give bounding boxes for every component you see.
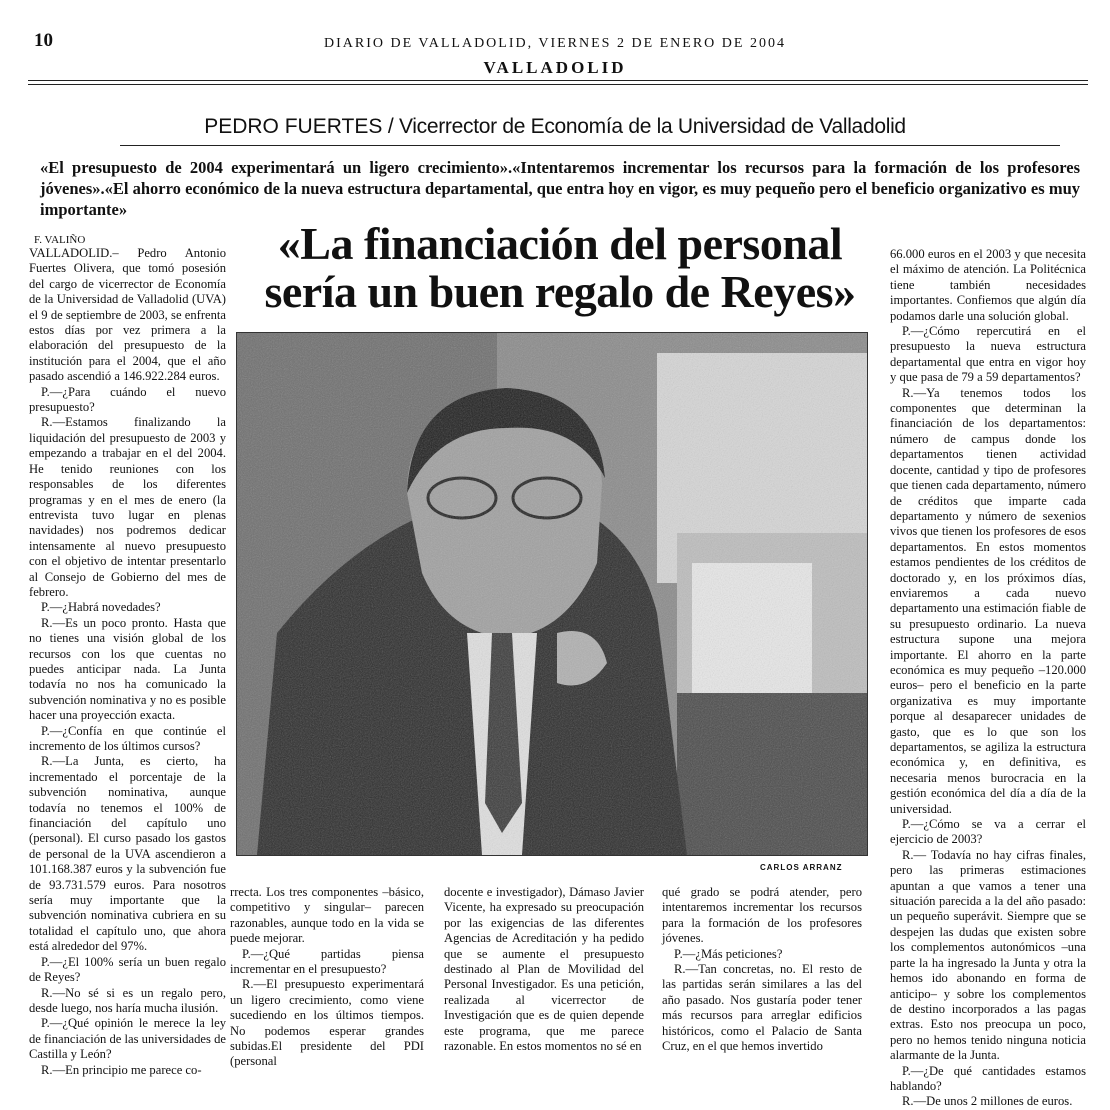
photo-credit: CARLOS ARRANZ [760, 863, 843, 872]
paragraph: R.—No sé si es un regalo pero, desde luego, nos haría mucha ilusión. [29, 985, 226, 1015]
paragraph: rrecta. Los tres componentes –básico, competitivo y singular– parecen razonables, aunque todo en la vida se puede mejorar. [230, 885, 424, 946]
divider [28, 84, 1088, 85]
paragraph: P.—¿Habrá novedades? [41, 600, 161, 615]
paragraph: P.—¿De qué cantidades estamos hablando? [890, 1063, 1086, 1093]
paragraph: R.—El presupuesto experimentará un ligero crecimiento, como viene sucediendo en los últimos tiempos. No podemos esperar grandes subidas.El presidente del PDI (personal [230, 977, 424, 1069]
section-title: VALLADOLID [483, 58, 627, 77]
paragraph: P.—¿El 100% sería un buen regalo de Reyes? [29, 954, 226, 985]
paragraph: R.—La Junta, es cierto, ha incrementado el porcentaje de la subvención nominativa, aunque todavía no tenemos el 100% de financiación del capítulo uno (personal). El curso pasado los gastos de personal de la UVA ascendieron a 101.168.387 euros y la subvención fue de 93.731.579 euros. Para nosotros sería muy importante que la subvención nominativa cubriera en su totalidad el capítulo uno, que ahora está alrededor del 97%. [29, 754, 226, 954]
interviewee-photo [236, 332, 868, 856]
paragraph: P.—¿Qué partidas piensa incrementar en el presupuesto? [230, 946, 424, 977]
author-credit: F. VALIÑO [34, 234, 86, 246]
paragraph: docente e investigador), Dámaso Javier Vicente, ha expresado su preocupación por las exigencias de las diferentes Agencias de Acreditación y ha pedido que se aumente el presupuesto destinado al Plan de Movilidad del Personal Investigador. Es una petición, realizada al vicerrector de Investigación que es de quien depende este programa, que me parece razonable. En estos momentos no sé en [444, 885, 644, 1054]
paragraph: P.—¿Para cuándo el nuevo presupuesto? [29, 384, 226, 415]
paragraph: R.—Es un poco pronto. Hasta que no tienes una visión global de los recursos con los que cuentas no puedes anticipar nada. La Junta todavía no nos ha comunicado la subvención nominativa y no es posible hacer una proyección exacta. [29, 615, 226, 723]
article-column-5 [890, 247, 1086, 1110]
page-number: 10 [34, 30, 53, 51]
paragraph: P.—¿Qué opinión le merece la ley de financiación de las universidades de Castilla y León? [29, 1016, 226, 1062]
masthead: DIARIO DE VALLADOLID, VIERNES 2 DE ENERO DE 2004 [324, 36, 786, 51]
paragraph: R.— Todavía no hay cifras finales, pero las primeras estimaciones apuntan a que vamos a tener una situación parecida a la del año pasado: un pequeño superávit. Siempre que se despejen las dudas que existen sobre los complementos autonómicos –una parte la ha ingresado la Junta y otra la hemos ido abonando en forma de anticipo– y sobre los complementos de destino incorporados a las pagas extras. Esto nos preocupa un poco, pero no hemos tenido ninguna noticia alarmante de la Junta. [890, 847, 1086, 1063]
divider [120, 145, 1060, 146]
paragraph: qué grado se podrá atender, pero intentaremos incrementar los recursos para la formación de los profesores jóvenes. [662, 885, 862, 946]
paragraph: R.—En principio me parece co- [41, 1062, 202, 1077]
interviewee-name: PEDRO FUERTES [204, 115, 383, 138]
article-column-2 [230, 885, 424, 1070]
paragraph: P.—¿Cómo repercutirá en el presupuesto la nueva estructura departamental que entra en vigor hoy y que pasa de 79 a 59 departamentos? [890, 324, 1086, 385]
paragraph: P.—¿Más peticiones? [674, 946, 783, 961]
interview-byline [0, 115, 1110, 139]
paragraph: R.—Estamos finalizando la liquidación del presupuesto de 2003 y empezando a trabajar en el del 2004. He tenido reuniones con los responsables de los diferentes programas y en el mes de enero (la entrevista tuvo lugar en plenas navidades) nos podremos dedicar intensamente al nuevo presupuesto con el objetivo de intentar presentarlo al Consejo de Gobierno del mes de febrero. [29, 415, 226, 599]
pull-quotes: «El presupuesto de 2004 experimentará un ligero crecimiento».«Intentaremos incrementar los recursos para la formación de los profesores jóvenes».«El ahorro económico de la nueva estructura departamental, que entra hoy en vigor, es muy pequeño pero el beneficio organizativo es muy importante» [40, 158, 1080, 219]
paragraph: P.—¿Cómo se va a cerrar el ejercicio de 2003? [890, 817, 1086, 847]
divider [28, 80, 1088, 81]
paragraph: R.—Tan concretas, no. El resto de las partidas serán similares a las del año pasado. Nos gustaría poder tener más recursos para arreglar edificios históricos, como el Palacio de Santa Cruz, en el que hemos invertido [662, 962, 862, 1054]
article-column-1 [29, 246, 226, 1078]
paragraph: R.—De unos 2 millones de euros. [902, 1094, 1073, 1109]
article-column-4 [662, 885, 862, 1054]
paragraph: 66.000 euros en el 2003 y que necesita el máximo de atención. La Politécnica tiene también necesidades importantes. Confiemos que algún día podamos darle una solución global. [890, 247, 1086, 323]
paragraph: P.—¿Confía en que continúe el incremento de los últimos cursos? [29, 723, 226, 753]
interviewee-title: / Vicerrector de Economía de la Universidad de Valladolid [387, 115, 906, 138]
article-column-3 [444, 885, 644, 1054]
paragraph: VALLADOLID.– Pedro Antonio Fuertes Olivera, que tomó posesión del cargo de vicerrector de Economía de la Universidad de Valladolid (UVA) el 9 de septiembre de 2003, se enfrenta estos días por vez primera a la elaboración del presupuesto de la institución para el 2004, que el año pasado ascendió a 146.922.284 euros. [29, 246, 226, 384]
headline: «La financiación del personal sería un buen regalo de Reyes» [264, 218, 856, 317]
paragraph: R.—Ya tenemos todos los componentes que determinan la financiación de los departamentos: número de campus donde los departamentos tienen actividad docente, cantidad y tipo de profesores que tienen cada departamento, número de créditos que imparte cada departamento y número de sexenios vivos que tienen los profesores de esos departamentos. En estos momentos estamos pendientes de los créditos de doctorado y, en los próximos días, enviaremos a cada nuevo departamento una estimación fiable de su presupuesto ordinario. La nueva estructura supone una mejora importante. El ahorro en la parte económica es muy pequeño –120.000 euros– pero el beneficio en la parte organizativa es muy importante porque al desaparecer unidades de gasto, que es lo que son los departamentos, se agiliza la estructura económica y, en definitiva, es necesaria menos burocracia en la gestión económica del día a día de la universidad. [890, 385, 1086, 816]
